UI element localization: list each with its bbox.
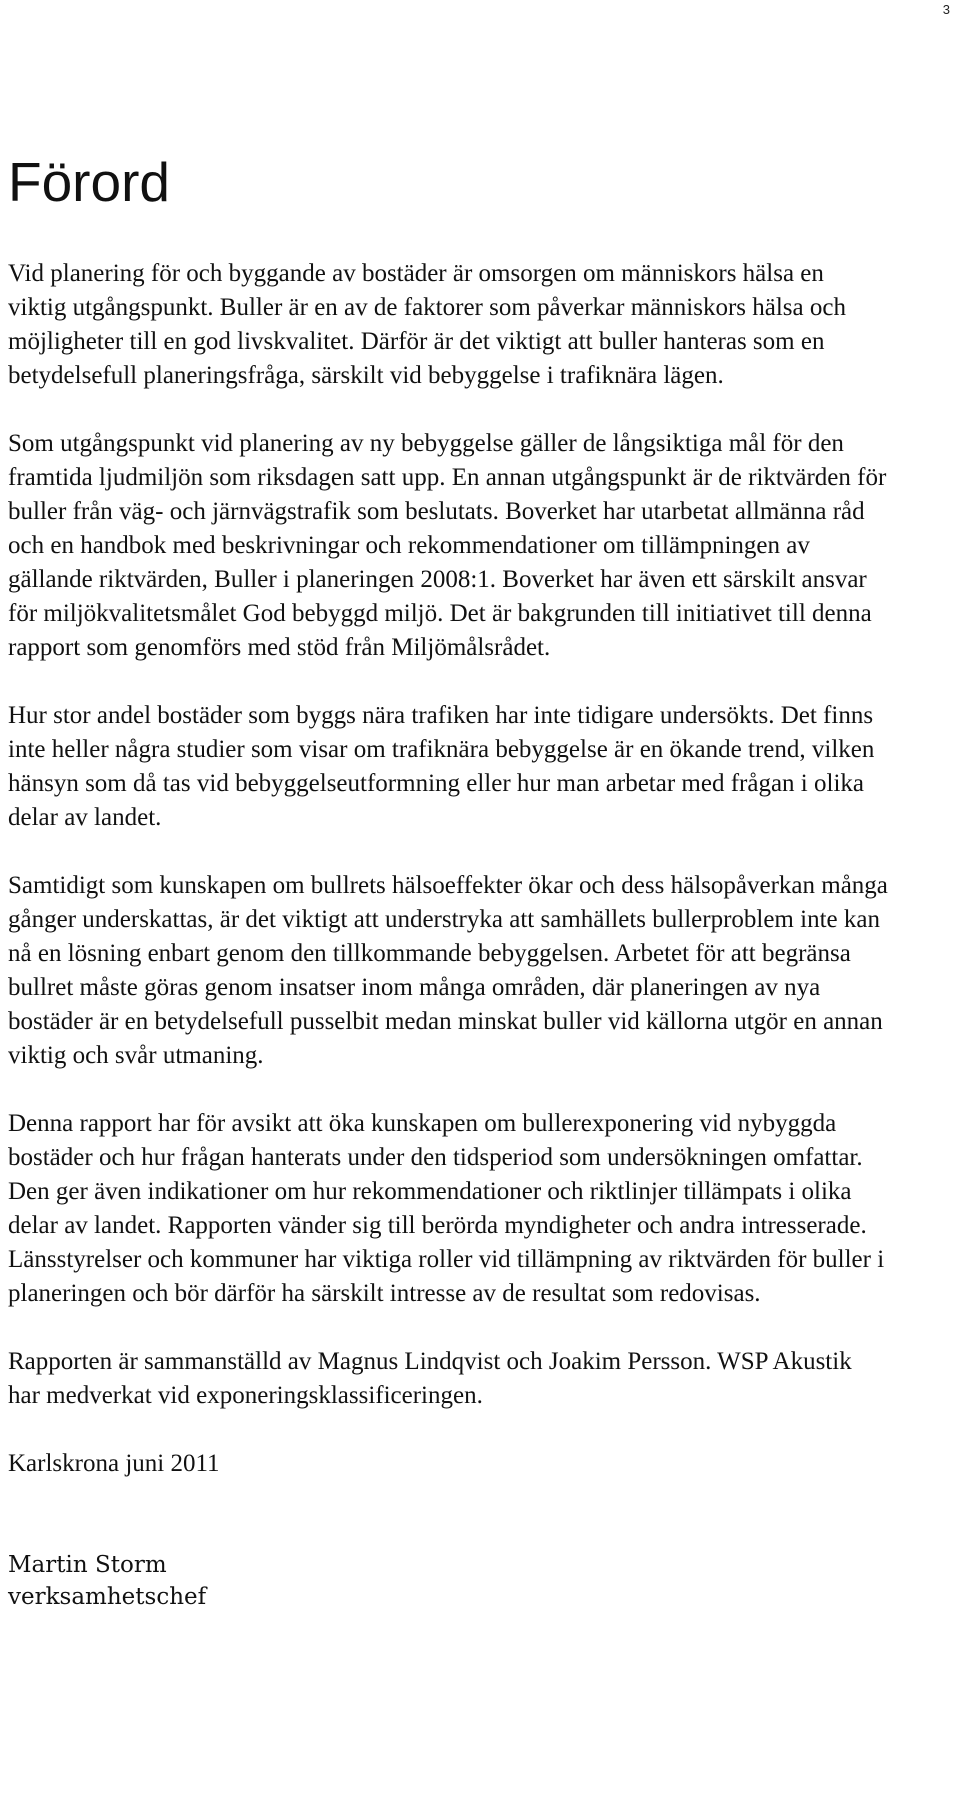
paragraph-authors: Rapporten är sammanställd av Magnus Lindqvist och Joakim Persson. WSP Akustik har medverkat vid exponeringsklassificeringen. xyxy=(8,1348,852,1409)
signature-role: verksamhetschef xyxy=(8,1584,207,1610)
paragraph-intro: Vid planering för och byggande av bostäder är omsorgen om människors hälsa en viktig utgångspunkt. Buller är en av de faktorer som påverkar människors hälsa och möjligheter till en god livskvalitet. Därför är det viktigt att buller hanteras som en betydelsefull planeringsfråga, särskilt vid bebyggelse i trafiknära lägen. xyxy=(8,260,846,389)
page-title: Förord xyxy=(8,151,170,213)
paragraph-health-effects: Samtidigt som kunskapen om bullrets hälsoeffekter ökar och dess hälsopåverkan många gånger underskattas, är det viktigt att understryka att samhällets bullerproblem inte kan nå en lösning enbart genom den tillkommande bebyggelsen. Arbetet för att begränsa bullret måste göras genom insatser inom många områden, där planeringen av nya bostäder är en betydelsefull pusselbit medan minskat buller vid källorna utgör en annan viktig och svår utmaning. xyxy=(8,872,888,1069)
date-line: Karlskrona juni 2011 xyxy=(8,1450,220,1477)
paragraph-starting-point: Som utgångspunkt vid planering av ny bebyggelse gäller de långsiktiga mål för den framtida ljudmiljön som riksdagen satt upp. En annan utgångspunkt är de riktvärden för buller från väg- och järnvägstrafik som beslutats. Boverket har utarbetat allmänna råd och en handbok med beskrivningar och rekommendationer om tillämpningen av gällande riktvärden, Buller i planeringen 2008:1. Boverket har även ett särskilt ansvar för miljökvalitetsmålet God bebyggd miljö. Det är bakgrunden till initiativet till denna rapport som genomförs med stöd från Miljömålsrådet. xyxy=(8,430,887,661)
page-number: 3 xyxy=(942,2,950,17)
signature-name: Martin Storm xyxy=(8,1552,167,1578)
paragraph-report-purpose: Denna rapport har för avsikt att öka kunskapen om bullerexponering vid nybyggda bostäder och hur frågan hanterats under den tidsperiod som undersökningen omfattar. Den ger även indikationer om hur rekommendationer och riktlinjer tillämpats i olika delar av landet. Rapporten vänder sig till berörda myndigheter och andra intresserade. Länsstyrelser och kommuner har viktiga roller vid tillämpning av riktvärden för buller i planeringen och bör därför ha särskilt intresse av de resultat som redovisas. xyxy=(8,1110,885,1307)
signature-block xyxy=(8,1549,888,1613)
paragraph-research-gap: Hur stor andel bostäder som byggs nära trafiken har inte tidigare undersökts. Det finns inte heller några studier som visar om trafiknära bebyggelse är en ökande trend, vilken hänsyn som då tas vid bebyggelseutformning eller hur man arbetar med frågan i olika delar av landet. xyxy=(8,702,875,831)
document-body xyxy=(8,151,888,1613)
